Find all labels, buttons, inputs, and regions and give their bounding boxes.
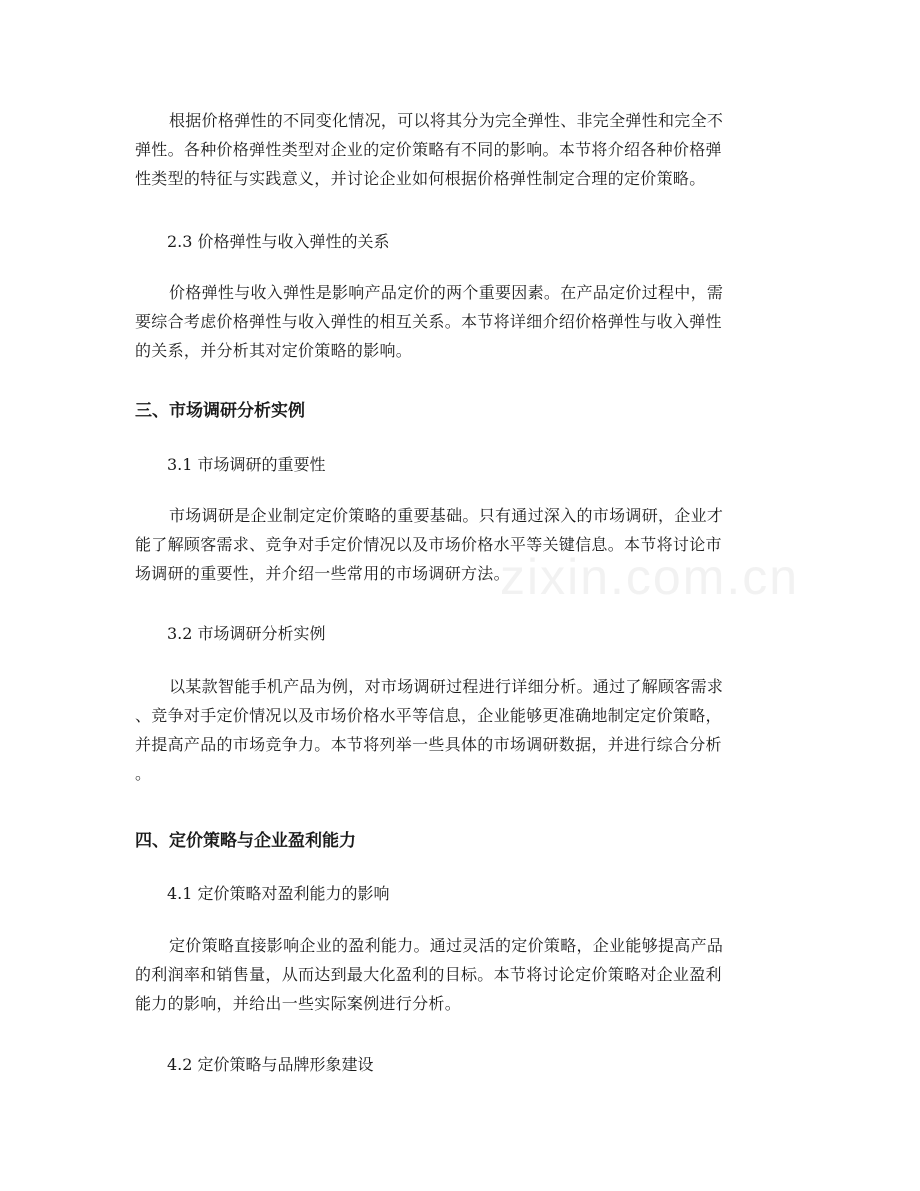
subheading-3-2: 3.2 市场调研分析实例 (167, 624, 326, 643)
paragraph-line: 并提高产品的市场竞争力。本节将列举一些具体的市场调研数据，并进行综合分析 (135, 735, 722, 754)
paragraph-line: 根据价格弹性的不同变化情况，可以将其分为完全弹性、非完全弹性和完全不 (169, 111, 724, 130)
watermark: zixin.com.cn (500, 549, 800, 605)
heading-section-4: 四、定价策略与企业盈利能力 (135, 831, 356, 851)
paragraph-market-research-importance (135, 501, 795, 588)
paragraph-market-research-example (135, 672, 795, 788)
paragraph-line: 。 (135, 764, 152, 783)
paragraph-line: 要综合考虑价格弹性与收入弹性的相互关系。本节将详细介绍价格弹性与收入弹性 (135, 312, 722, 331)
paragraph-pricing-profitability (135, 931, 795, 1018)
paragraph-line: 的利润率和销售量，从而达到最大化盈利的目标。本节将讨论定价策略对企业盈利 (135, 965, 722, 984)
paragraph-line: 定价策略直接影响企业的盈利能力。通过灵活的定价策略，企业能够提高产品 (169, 936, 724, 955)
paragraph-line: 能了解顾客需求、竞争对手定价情况以及市场价格水平等关键信息。本节将讨论市 (135, 535, 722, 554)
paragraph-line: 价格弹性与收入弹性是影响产品定价的两个重要因素。在产品定价过程中，需 (169, 283, 724, 302)
subheading-4-1: 4.1 定价策略对盈利能力的影响 (167, 884, 390, 903)
paragraph-line: 场调研的重要性，并介绍一些常用的市场调研方法。 (135, 564, 510, 583)
paragraph-line: 、竞争对手定价情况以及市场价格水平等信息，企业能够更准确地制定定价策略， (135, 706, 722, 725)
paragraph-line: 市场调研是企业制定定价策略的重要基础。只有通过深入的市场调研，企业才 (169, 506, 724, 525)
subheading-2-3: 2.3 价格弹性与收入弹性的关系 (167, 232, 390, 251)
subheading-3-1: 3.1 市场调研的重要性 (167, 455, 326, 474)
heading-section-3: 三、市场调研分析实例 (135, 401, 305, 421)
paragraph-line: 能力的影响，并给出一些实际案例进行分析。 (135, 994, 462, 1013)
paragraph-price-elasticity-types (135, 106, 795, 193)
paragraph-line: 以某款智能手机产品为例，对市场调研过程进行详细分析。通过了解顾客需求 (169, 677, 724, 696)
paragraph-income-elasticity (135, 278, 795, 365)
subheading-4-2: 4.2 定价策略与品牌形象建设 (167, 1055, 374, 1074)
paragraph-line: 弹性。各种价格弹性类型对企业的定价策略有不同的影响。本节将介绍各种价格弹 (135, 140, 722, 159)
paragraph-line: 的关系，并分析其对定价策略的影响。 (135, 341, 413, 360)
paragraph-line: 性类型的特征与实践意义，并讨论企业如何根据价格弹性制定合理的定价策略。 (135, 169, 706, 188)
